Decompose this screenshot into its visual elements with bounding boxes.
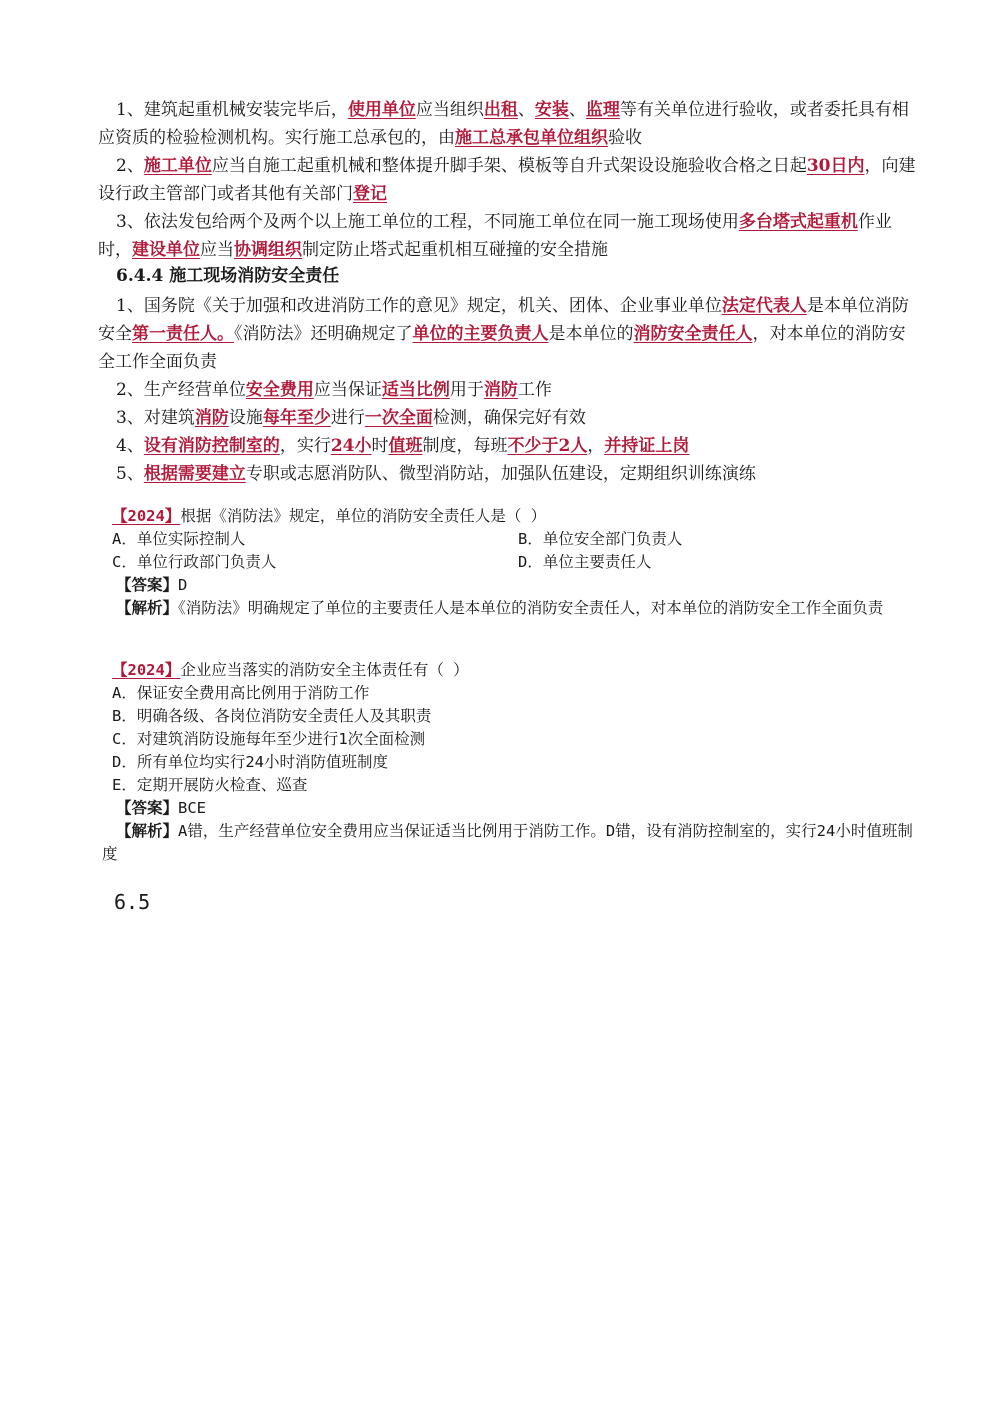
- text-run: 应当保证: [313, 380, 382, 400]
- highlighted-keyword: 监理: [585, 100, 620, 120]
- highlighted-keyword: 使用单位: [347, 100, 416, 120]
- text-run: ，: [587, 436, 605, 456]
- q1-year-tag: 【2024】: [112, 507, 181, 525]
- text-run: 1、国务院《关于加强和改进消防工作的意见》规定，机关、团体、企业事业单位: [116, 296, 722, 316]
- fire-item-2: [98, 376, 918, 404]
- text-run: 、: [568, 100, 586, 120]
- q2-option-a: A．保证安全费用高比例用于消防工作: [112, 684, 370, 702]
- text-run: 4、: [116, 436, 144, 456]
- text-run: 专职或志愿消防队、微型消防站，加强队伍建设，定期组织训练演练: [245, 464, 756, 484]
- highlighted-keyword: 安全费用: [245, 380, 314, 400]
- highlighted-keyword: 建设单位: [132, 240, 200, 260]
- highlighted-keyword: 协调组织: [234, 240, 302, 260]
- section-number: 6.4.4: [116, 266, 170, 286]
- text-run: 1、建筑起重机械安装完毕后，: [116, 100, 348, 120]
- text-run: ，实行: [279, 436, 331, 456]
- q2-stem-text: 企业应当落实的消防安全主体责任有（ ）: [180, 661, 469, 679]
- text-run: 用于: [449, 380, 484, 400]
- text-run: 2、: [116, 156, 144, 176]
- text-run: 应当组织: [415, 100, 484, 120]
- highlighted-keyword: 并持证上岗: [604, 436, 690, 456]
- text-run: 3、依法发包给两个及两个以上施工单位的工程，不同施工单位在同一施工现场使用: [116, 212, 739, 232]
- highlighted-keyword: 出租: [483, 100, 518, 120]
- text-run: 作业时，: [98, 212, 892, 260]
- text-run: 应当自施工起重机械和整体提升脚手架、模板等自升式架设设施验收合格之日起: [211, 156, 807, 176]
- highlighted-keyword: 消防: [483, 380, 518, 400]
- highlighted-keyword: 消防安全责任人: [633, 324, 753, 344]
- q2-analysis-text: A错，生产经营单位安全费用应当保证适当比例用于消防工作。D错，设有消防控制室的，实行24小时值班制度: [102, 822, 913, 863]
- section-heading: [116, 263, 339, 289]
- highlighted-keyword: 单位的主要负责人: [412, 324, 549, 344]
- q2-analysis: [102, 820, 924, 866]
- next-section-number: 6.5: [114, 890, 151, 914]
- highlighted-keyword: 每年至少: [262, 408, 331, 428]
- highlighted-keyword: 30日内: [806, 156, 865, 176]
- text-run: 2、生产经营单位: [116, 380, 246, 400]
- highlighted-keyword: 24小: [330, 436, 372, 456]
- highlighted-keyword: 多台塔式起重机: [738, 212, 858, 232]
- highlighted-keyword: 施工单位: [143, 156, 212, 176]
- text-run: 《消防法》还明确规定了: [234, 324, 413, 344]
- text-run: 等有关单位进行验收，或者委托具有相应资质的检验检测机构。实行施工总承包的，由: [98, 100, 909, 148]
- q1-option-b: B．单位安全部门负责人: [518, 530, 683, 548]
- highlighted-keyword: 第一责任人。: [132, 324, 234, 344]
- text-run: 时: [371, 436, 389, 456]
- q1-analysis-label: 【解析】: [116, 599, 179, 617]
- text-run: ，对本单位的消防安全工作全面负责: [98, 324, 906, 372]
- text-run: 5、: [116, 464, 144, 484]
- q1-stem-text: 根据《消防法》规定，单位的消防安全责任人是（ ）: [180, 507, 547, 525]
- text-run: ，向建设行政主管部门或者其他有关部门: [98, 156, 916, 204]
- text-run: 验收: [608, 128, 642, 148]
- q1-stem: [112, 505, 932, 528]
- q1-option-a: A．单位实际控制人: [112, 530, 246, 548]
- text-run: 设施: [228, 408, 263, 428]
- text-run: 检测，确保完好有效: [432, 408, 586, 428]
- highlighted-keyword: 值班: [388, 436, 423, 456]
- text-run: 是本单位消防安全: [98, 296, 909, 344]
- q2-option-c: C．对建筑消防设施每年至少进行1次全面检测: [112, 730, 426, 748]
- text-run: 进行: [330, 408, 365, 428]
- text-run: 是本单位的: [548, 324, 634, 344]
- q2-option-e: E．定期开展防火检查、巡查: [112, 776, 308, 794]
- highlighted-keyword: 登记: [353, 184, 387, 204]
- q2-answer: [116, 797, 936, 820]
- highlighted-keyword: 适当比例: [381, 380, 450, 400]
- q1-analysis-text: 《消防法》明确规定了单位的主要责任人是本单位的消防安全责任人，对本单位的消防安全工作全面负责: [178, 599, 884, 617]
- highlighted-keyword: 安装: [534, 100, 569, 120]
- crane-item-1: [98, 96, 918, 152]
- highlighted-keyword: 施工总承包单位组织: [455, 128, 608, 148]
- crane-item-3: [98, 208, 918, 264]
- crane-item-2: [98, 152, 918, 208]
- text-run: 应当: [200, 240, 234, 260]
- text-run: 工作: [517, 380, 552, 400]
- section-title: 施工现场消防安全责任: [169, 266, 340, 286]
- text-run: 制定防止塔式起重机相互碰撞的安全措施: [302, 240, 608, 260]
- text-run: 、: [517, 100, 535, 120]
- fire-item-1: [98, 292, 918, 376]
- highlighted-keyword: 一次全面: [364, 408, 433, 428]
- q1-option-c: C．单位行政部门负责人: [112, 553, 277, 571]
- q1-answer: [116, 574, 936, 597]
- fire-item-4: [98, 432, 918, 460]
- q2-option-d: D．所有单位均实行24小时消防值班制度: [112, 753, 388, 771]
- q1-option-d: D．单位主要责任人: [518, 553, 652, 571]
- highlighted-keyword: 不少于2人: [507, 436, 588, 456]
- q2-year-tag: 【2024】: [112, 661, 181, 679]
- q2-stem: [112, 659, 932, 682]
- q1-analysis: [102, 597, 924, 620]
- text-run: 3、对建筑: [116, 408, 195, 428]
- q1-answer-value: D: [178, 576, 188, 594]
- highlighted-keyword: 根据需要建立: [143, 464, 246, 484]
- q1-answer-label: 【答案】: [116, 576, 179, 594]
- text-run: 制度，每班: [422, 436, 508, 456]
- q2-answer-value: BCE: [178, 799, 207, 817]
- highlighted-keyword: 法定代表人: [721, 296, 807, 316]
- q2-answer-label: 【答案】: [116, 799, 179, 817]
- highlighted-keyword: 消防: [194, 408, 229, 428]
- highlighted-keyword: 设有消防控制室的: [143, 436, 280, 456]
- fire-item-5: [98, 460, 918, 488]
- fire-item-3: [98, 404, 918, 432]
- q2-option-b: B．明确各级、各岗位消防安全责任人及其职责: [112, 707, 432, 725]
- q2-analysis-label: 【解析】: [116, 822, 179, 840]
